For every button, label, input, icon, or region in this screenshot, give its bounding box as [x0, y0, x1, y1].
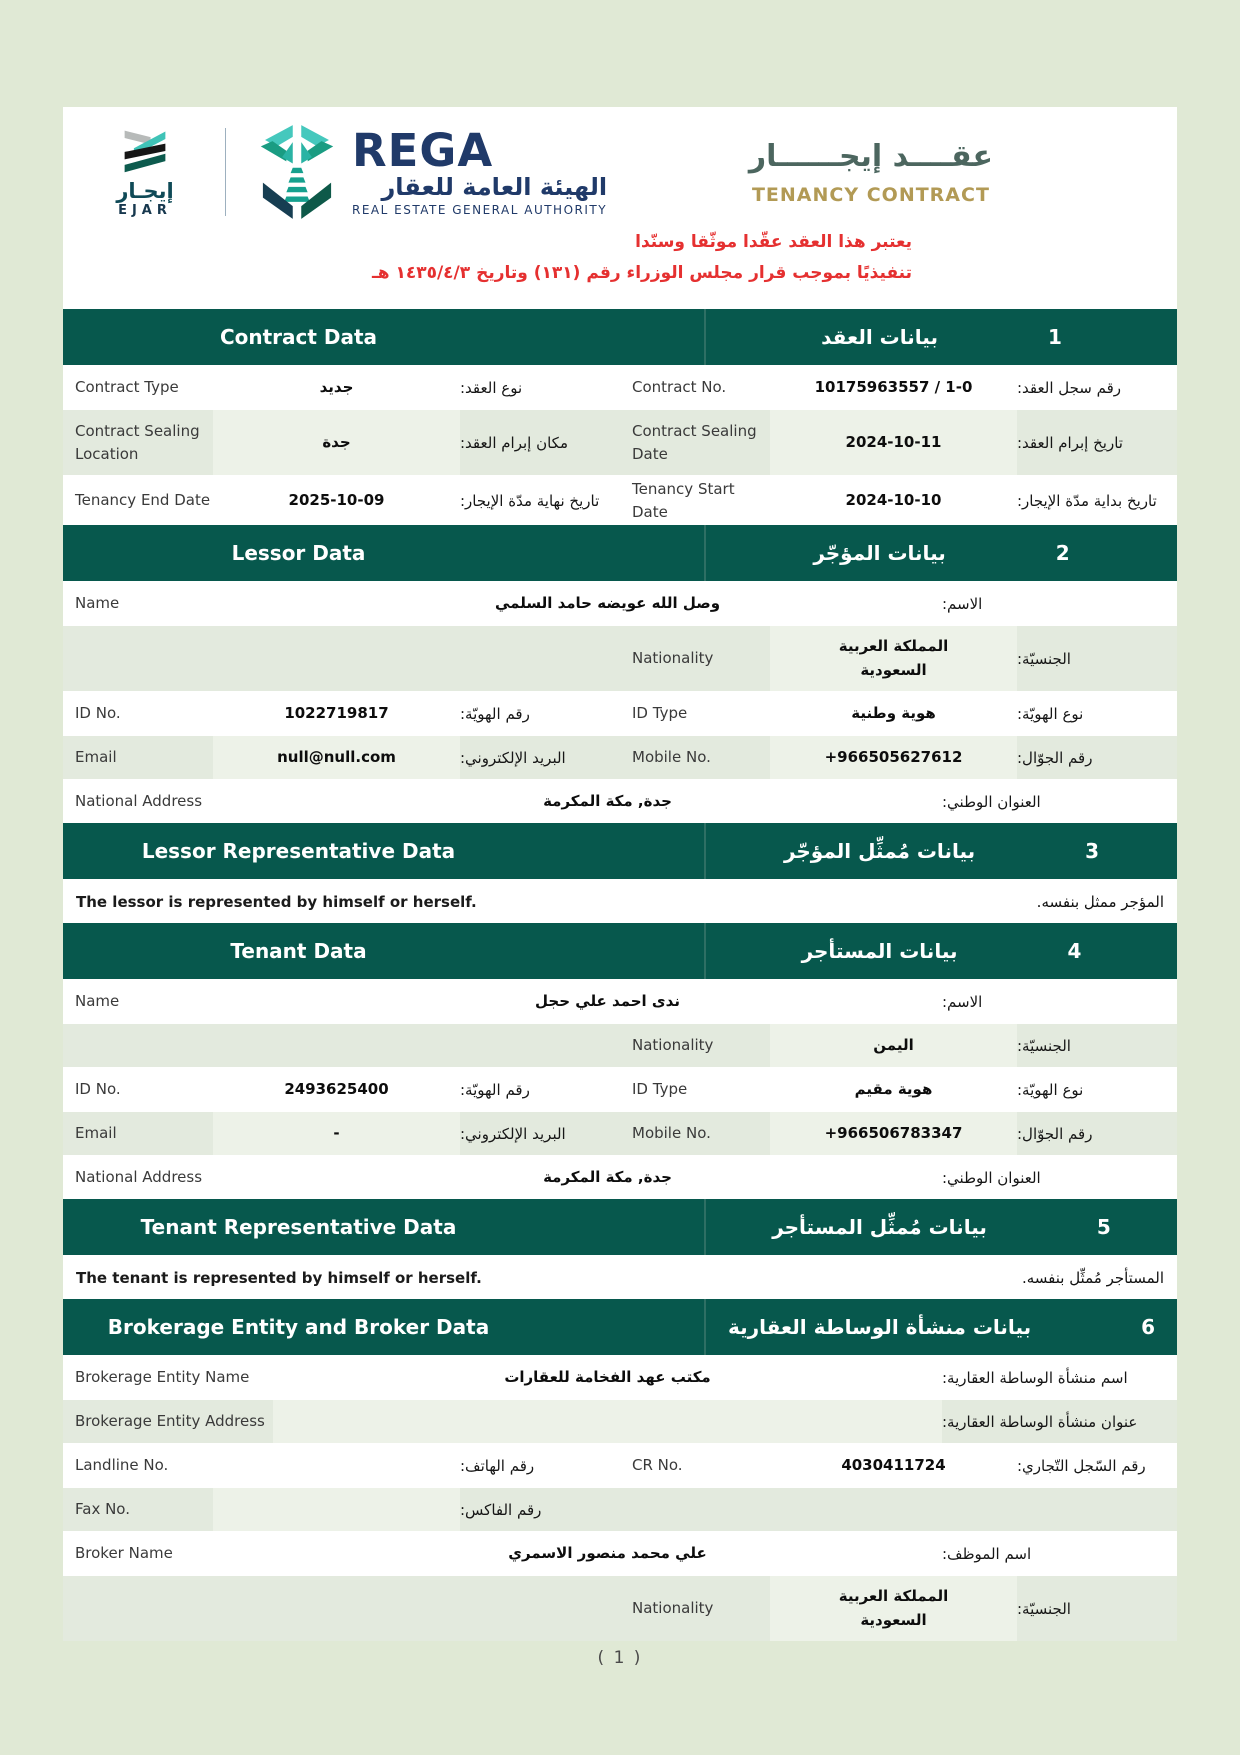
document-title-block — [749, 139, 993, 206]
section-number: 4 — [1067, 939, 1082, 963]
section-title-ar-text: بيانات المؤجّر — [813, 541, 946, 565]
document-title-english: TENANCY CONTRACT — [751, 183, 990, 206]
field-label-en: Contract Sealing Location — [75, 422, 200, 463]
section-number: 6 — [1141, 1315, 1156, 1339]
field-label-ar: العنوان الوطني: — [942, 792, 1041, 811]
field-label-ar: الجنسيّة: — [1017, 1036, 1071, 1055]
field-label-en: Email — [75, 748, 117, 767]
rega-logo-text — [352, 123, 608, 218]
section-title-en-text: Contract Data — [219, 325, 378, 349]
field-label-ar: تاريخ إبرام العقد: — [1017, 433, 1123, 452]
ejar-logo — [93, 126, 197, 218]
field-value: هوية مقيم — [854, 1079, 933, 1098]
table-row — [63, 625, 1177, 691]
section-title-ar-text: بيانات منشأة الوساطة العقارية — [727, 1315, 1032, 1339]
field-label-ar: العنوان الوطني: — [942, 1168, 1041, 1187]
field-label-en: Mobile No. — [632, 1124, 711, 1143]
table-row — [63, 1575, 1177, 1641]
section-title-en-text: Tenant Data — [230, 939, 367, 963]
field-label-ar: البريد الإلكتروني: — [460, 748, 566, 767]
disclaimer-line-2: تنفيذيًا بموجب قرار مجلس الوزراء رقم (١٣١) وتاريخ ١٤٣٥/٤/٣ هـ — [371, 263, 912, 283]
field-label-en: National Address — [75, 792, 203, 811]
section-title-ar-text: بيانات مُمثِّل المستأجر — [772, 1215, 987, 1239]
field-label-en: Fax No. — [75, 1500, 130, 1519]
field-value: جدة, مكة المكرمة — [543, 1167, 672, 1186]
field-label-en: Mobile No. — [632, 748, 711, 767]
table-row — [63, 979, 1177, 1023]
section-title-en-text: Lessor Data — [231, 541, 366, 565]
field-value: +966506783347 — [770, 1112, 1017, 1155]
field-label-en: Contract Sealing Date — [632, 422, 757, 463]
field-value: وصل الله عويضه حامد السلمي — [494, 593, 721, 612]
field-label-en: Broker Name — [75, 1544, 173, 1563]
contract-document — [63, 107, 1177, 1641]
field-label-en: CR No. — [632, 1456, 683, 1475]
field-label-en: Email — [75, 1124, 117, 1143]
field-label-en: Nationality — [632, 1599, 714, 1618]
table-row — [63, 1155, 1177, 1199]
table-row — [63, 1399, 1177, 1443]
table-row — [63, 1487, 1177, 1531]
field-value: null@null.com — [213, 736, 460, 779]
field-label-en: Nationality — [632, 649, 714, 668]
field-label-en: ID Type — [632, 704, 688, 723]
table-row — [63, 779, 1177, 823]
empty-half — [63, 1024, 620, 1067]
field-label-ar: نوع الهويّة: — [1017, 1080, 1084, 1099]
field-value: 2024-10-11 — [770, 410, 1017, 475]
section-number: 3 — [1085, 839, 1100, 863]
field-value: 1022719817 — [284, 703, 389, 722]
rega-arabic-name: الهيئة العامة للعقار — [381, 173, 608, 202]
field-value: 2024-10-10 — [845, 490, 942, 509]
ejar-stripes-icon — [113, 126, 177, 176]
section-header-contract-data — [63, 309, 1177, 365]
section-title-english — [63, 1299, 706, 1355]
field-label-ar: رقم السّجل التّجاري: — [1017, 1456, 1146, 1475]
field-value: 10175963557 / 1-0 — [814, 377, 973, 396]
field-label-ar: اسم منشأة الوساطة العقارية: — [942, 1368, 1128, 1387]
field-label-ar: رقم الفاكس: — [460, 1500, 542, 1519]
field-value — [273, 1400, 942, 1443]
section-title-en-text: Lessor Representative Data — [141, 839, 456, 863]
rega-logo — [254, 123, 607, 221]
field-value: جدة, مكة المكرمة — [543, 791, 672, 810]
field-value — [770, 1576, 1017, 1641]
ejar-logo-english-text: EJAR — [118, 203, 172, 218]
section-title-english — [63, 309, 706, 365]
field-value — [213, 1488, 460, 1531]
field-label-en: ID Type — [632, 1080, 688, 1099]
field-value: 2025-10-09 — [288, 490, 385, 509]
field-value: علي محمد منصور الاسمري — [508, 1543, 707, 1562]
field-label-ar: الجنسيّة: — [1017, 1599, 1071, 1618]
field-value-text: المملكة العربية السعودية — [838, 637, 949, 679]
disclaimer-line-1: يعتبر هذا العقد عقّدا موثّقا وسنّدا — [635, 232, 912, 252]
legal-disclaimer — [63, 223, 1177, 309]
field-label-en: Brokerage Entity Name — [75, 1368, 250, 1387]
field-value: جدة — [213, 410, 460, 475]
representative-note-row — [63, 879, 1177, 923]
field-label-en: Name — [75, 594, 120, 613]
table-row — [63, 581, 1177, 625]
field-label-en: Tenancy Start Date — [632, 480, 735, 521]
field-value: ندى احمد علي حجل — [535, 991, 680, 1010]
section-title-english — [63, 923, 706, 979]
section-header-lessor-representative — [63, 823, 1177, 879]
field-label-ar: نوع العقد: — [460, 378, 523, 397]
field-label-en: Tenancy End Date — [75, 491, 211, 510]
table-row — [63, 475, 1177, 525]
section-title-arabic — [706, 1199, 1177, 1255]
table-row — [63, 1067, 1177, 1111]
field-label-en: Name — [75, 992, 120, 1011]
field-label-ar: الاسم: — [942, 594, 983, 613]
field-label-en: National Address — [75, 1168, 203, 1187]
table-row — [63, 735, 1177, 779]
field-value: مكتب عهد الفخامة للعقارات — [504, 1367, 711, 1386]
field-label-ar: رقم سجل العقد: — [1017, 378, 1122, 397]
section-number: 1 — [1047, 325, 1062, 349]
table-row — [63, 1531, 1177, 1575]
section-title-arabic — [706, 309, 1177, 365]
section-header-brokerage-data — [63, 1299, 1177, 1355]
section-title-english — [63, 525, 706, 581]
field-label-en: Contract No. — [632, 378, 727, 397]
page-number: ( 1 ) — [597, 1648, 643, 1668]
section-title-en-text: Brokerage Entity and Broker Data — [107, 1315, 490, 1339]
empty-half — [620, 1488, 1177, 1531]
section-header-lessor-data — [63, 525, 1177, 581]
field-value: +966505627612 — [770, 736, 1017, 779]
field-label-ar: رقم الجوّال: — [1017, 748, 1093, 767]
field-label-ar: اسم الموظف: — [942, 1544, 1032, 1563]
field-value: جديد — [319, 377, 354, 396]
document-header — [63, 107, 1177, 223]
table-row — [63, 1023, 1177, 1067]
note-english: The tenant is represented by himself or herself. — [76, 1268, 482, 1287]
field-label-ar: الجنسيّة: — [1017, 649, 1071, 668]
field-label-ar: مكان إبرام العقد: — [460, 433, 569, 452]
section-header-tenant-representative — [63, 1199, 1177, 1255]
rega-palm-icon — [254, 123, 340, 221]
field-value — [213, 1444, 460, 1487]
rega-english-name: REAL ESTATE GENERAL AUTHORITY — [352, 203, 608, 218]
table-row — [63, 1355, 1177, 1399]
section-title-en-text: Tenant Representative Data — [140, 1215, 457, 1239]
logo-divider — [225, 128, 226, 216]
section-title-arabic — [706, 525, 1177, 581]
field-label-ar: تاريخ نهاية مدّة الإيجار: — [460, 491, 600, 510]
field-value: اليمن — [770, 1024, 1017, 1067]
section-title-arabic — [706, 1299, 1177, 1355]
table-row — [63, 691, 1177, 735]
field-label-ar: تاريخ بداية مدّة الإيجار: — [1017, 491, 1157, 510]
field-value — [770, 626, 1017, 691]
table-row — [63, 365, 1177, 409]
representative-note-row — [63, 1255, 1177, 1299]
empty-half — [63, 1576, 620, 1641]
section-number: 5 — [1096, 1215, 1111, 1239]
field-label-ar: رقم الهاتف: — [460, 1456, 535, 1475]
field-label-en: Contract Type — [75, 378, 179, 397]
note-arabic: المؤجر ممثل بنفسه. — [1036, 892, 1164, 911]
field-label-ar: رقم الجوّال: — [1017, 1124, 1093, 1143]
ejar-logo-arabic-text: إيجـار — [116, 179, 174, 203]
section-title-ar-text: بيانات المستأجر — [801, 939, 958, 963]
field-label-en: Nationality — [632, 1036, 714, 1055]
field-value: - — [213, 1112, 460, 1155]
table-row — [63, 1443, 1177, 1487]
field-label-en: ID No. — [75, 704, 121, 723]
field-value: 4030411724 — [841, 1455, 946, 1474]
field-value: 2493625400 — [284, 1079, 389, 1098]
section-title-english — [63, 1199, 706, 1255]
section-title-ar-text: بيانات العقد — [821, 325, 938, 349]
field-value-text: المملكة العربية السعودية — [838, 1587, 949, 1629]
section-number: 2 — [1055, 541, 1070, 565]
table-row — [63, 1111, 1177, 1155]
field-label-ar: رقم الهويّة: — [460, 704, 530, 723]
section-title-arabic — [706, 923, 1177, 979]
field-label-ar: رقم الهويّة: — [460, 1080, 530, 1099]
field-label-ar: عنوان منشأة الوساطة العقارية: — [942, 1412, 1138, 1431]
field-label-en: Landline No. — [75, 1456, 169, 1475]
field-label-ar: نوع الهويّة: — [1017, 704, 1084, 723]
section-title-ar-text: بيانات مُمثِّل المؤجّر — [783, 839, 976, 863]
section-title-arabic — [706, 823, 1177, 879]
field-label-en: Brokerage Entity Address — [75, 1412, 265, 1431]
field-label-ar: البريد الإلكتروني: — [460, 1124, 566, 1143]
note-arabic: المستأجر مُمثِّل بنفسه. — [1021, 1268, 1164, 1287]
rega-wordmark: REGA — [352, 123, 494, 177]
document-title-arabic: عقــــد إيجــــــار — [748, 138, 993, 174]
field-label-en: ID No. — [75, 1080, 121, 1099]
field-value: هوية وطنية — [851, 703, 936, 722]
table-row — [63, 409, 1177, 475]
note-english: The lessor is represented by himself or herself. — [76, 892, 477, 911]
section-title-english — [63, 823, 706, 879]
section-header-tenant-data — [63, 923, 1177, 979]
field-label-ar: الاسم: — [942, 992, 983, 1011]
empty-half — [63, 626, 620, 691]
